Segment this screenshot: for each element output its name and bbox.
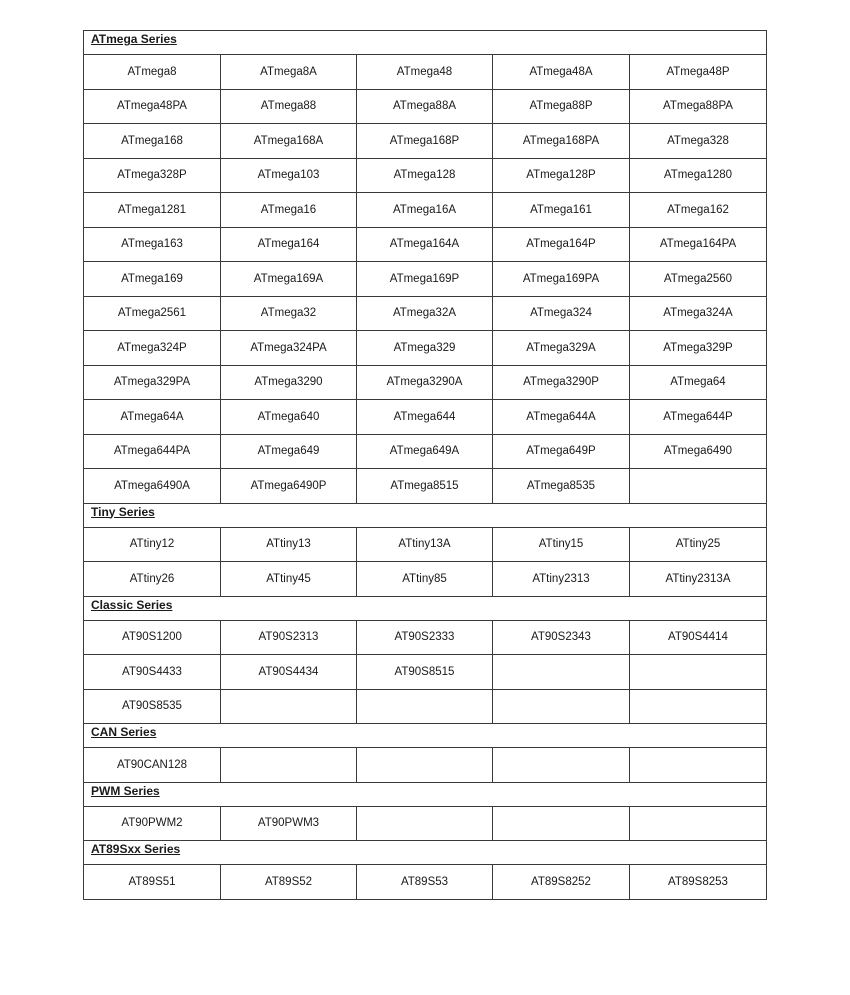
section-title: CAN Series	[84, 724, 767, 748]
device-row	[84, 400, 767, 435]
device-cell: ATmega644P	[630, 400, 767, 435]
device-cell: ATmega168	[84, 124, 221, 159]
device-cell: ATtiny2313	[493, 562, 630, 597]
device-cell: ATmega6490	[630, 434, 767, 469]
empty-cell	[493, 689, 630, 724]
section-title: ATmega Series	[84, 31, 767, 55]
device-row	[84, 748, 767, 783]
device-cell: ATmega48PA	[84, 89, 221, 124]
device-row	[84, 262, 767, 297]
device-cell: ATmega640	[221, 400, 357, 435]
device-cell: ATtiny45	[221, 562, 357, 597]
device-cell: ATmega16A	[357, 193, 493, 228]
device-cell: ATmega324PA	[221, 331, 357, 366]
device-cell: ATmega164A	[357, 227, 493, 262]
device-cell: ATmega644PA	[84, 434, 221, 469]
device-cell: ATmega329	[357, 331, 493, 366]
device-cell: ATmega128P	[493, 158, 630, 193]
device-cell: ATmega32A	[357, 296, 493, 331]
device-cell: ATmega3290P	[493, 365, 630, 400]
empty-cell	[493, 655, 630, 690]
device-cell: ATmega162	[630, 193, 767, 228]
device-row	[84, 469, 767, 504]
section-header-row	[84, 782, 767, 806]
device-row	[84, 227, 767, 262]
section-header-row	[84, 841, 767, 865]
device-cell: ATmega103	[221, 158, 357, 193]
device-cell: ATmega644A	[493, 400, 630, 435]
device-cell: ATmega164PA	[630, 227, 767, 262]
device-cell: ATmega169	[84, 262, 221, 297]
device-cell: ATmega6490P	[221, 469, 357, 504]
empty-cell	[357, 806, 493, 841]
device-cell: ATmega644	[357, 400, 493, 435]
device-cell: ATmega649A	[357, 434, 493, 469]
device-row	[84, 806, 767, 841]
empty-cell	[630, 689, 767, 724]
device-cell: AT90S4433	[84, 655, 221, 690]
device-cell: AT90S8515	[357, 655, 493, 690]
empty-cell	[357, 689, 493, 724]
device-row	[84, 296, 767, 331]
device-cell: AT89S51	[84, 865, 221, 900]
device-cell: AT89S8252	[493, 865, 630, 900]
device-row	[84, 158, 767, 193]
device-cell: AT89S52	[221, 865, 357, 900]
device-cell: ATtiny13A	[357, 527, 493, 562]
device-cell: ATtiny12	[84, 527, 221, 562]
device-cell: ATmega48	[357, 55, 493, 90]
device-cell: ATtiny25	[630, 527, 767, 562]
device-cell: ATmega88A	[357, 89, 493, 124]
device-cell: ATmega3290	[221, 365, 357, 400]
section-title: Tiny Series	[84, 503, 767, 527]
device-cell: ATmega324	[493, 296, 630, 331]
device-cell: ATmega8A	[221, 55, 357, 90]
device-cell: ATmega163	[84, 227, 221, 262]
section-title: Classic Series	[84, 596, 767, 620]
device-cell: ATmega324A	[630, 296, 767, 331]
section-header-row	[84, 724, 767, 748]
device-cell: ATmega64A	[84, 400, 221, 435]
device-cell: AT90S2313	[221, 620, 357, 655]
device-cell: ATmega649P	[493, 434, 630, 469]
device-cell: ATmega164P	[493, 227, 630, 262]
device-cell: AT90PWM2	[84, 806, 221, 841]
device-row	[84, 55, 767, 90]
device-cell: ATmega328	[630, 124, 767, 159]
device-cell: ATmega328P	[84, 158, 221, 193]
device-row	[84, 124, 767, 159]
device-row	[84, 562, 767, 597]
device-cell: ATmega8515	[357, 469, 493, 504]
device-row	[84, 89, 767, 124]
device-row	[84, 527, 767, 562]
device-cell: ATmega2561	[84, 296, 221, 331]
device-row	[84, 331, 767, 366]
device-cell: AT90S2333	[357, 620, 493, 655]
device-row	[84, 689, 767, 724]
section-header-row	[84, 596, 767, 620]
empty-cell	[221, 748, 357, 783]
device-cell: ATtiny85	[357, 562, 493, 597]
device-cell: ATmega329A	[493, 331, 630, 366]
empty-cell	[630, 655, 767, 690]
device-cell: ATmega1280	[630, 158, 767, 193]
empty-cell	[221, 689, 357, 724]
device-cell: AT90S4434	[221, 655, 357, 690]
device-row	[84, 193, 767, 228]
device-cell: ATmega169A	[221, 262, 357, 297]
device-list-document	[83, 30, 766, 900]
empty-cell	[357, 748, 493, 783]
device-cell: ATmega168P	[357, 124, 493, 159]
device-cell: ATmega164	[221, 227, 357, 262]
device-cell: AT90S4414	[630, 620, 767, 655]
device-cell: ATtiny2313A	[630, 562, 767, 597]
device-table-body	[84, 31, 767, 900]
device-cell: ATmega88PA	[630, 89, 767, 124]
device-cell: AT89S53	[357, 865, 493, 900]
empty-cell	[630, 806, 767, 841]
section-title: PWM Series	[84, 782, 767, 806]
device-row	[84, 655, 767, 690]
device-cell: ATmega6490A	[84, 469, 221, 504]
device-cell: ATmega1281	[84, 193, 221, 228]
device-cell: ATmega161	[493, 193, 630, 228]
device-cell: ATmega88	[221, 89, 357, 124]
empty-cell	[493, 748, 630, 783]
device-cell: ATmega329P	[630, 331, 767, 366]
section-header-row	[84, 503, 767, 527]
device-cell: ATmega32	[221, 296, 357, 331]
device-cell: ATmega168PA	[493, 124, 630, 159]
section-title: AT89Sxx Series	[84, 841, 767, 865]
device-cell: ATtiny26	[84, 562, 221, 597]
device-row	[84, 365, 767, 400]
device-table	[83, 30, 767, 900]
device-cell: ATmega649	[221, 434, 357, 469]
section-header-row	[84, 31, 767, 55]
device-cell: ATmega88P	[493, 89, 630, 124]
device-cell: ATmega168A	[221, 124, 357, 159]
device-cell: ATmega64	[630, 365, 767, 400]
device-cell: ATtiny15	[493, 527, 630, 562]
device-cell: AT90S1200	[84, 620, 221, 655]
device-cell: ATmega16	[221, 193, 357, 228]
device-cell: ATmega48A	[493, 55, 630, 90]
device-cell: AT90CAN128	[84, 748, 221, 783]
device-row	[84, 865, 767, 900]
empty-cell	[493, 806, 630, 841]
device-cell: ATmega128	[357, 158, 493, 193]
device-row	[84, 620, 767, 655]
device-cell: ATmega169P	[357, 262, 493, 297]
device-cell: ATmega8535	[493, 469, 630, 504]
device-row	[84, 434, 767, 469]
device-cell: AT90S8535	[84, 689, 221, 724]
device-cell: ATtiny13	[221, 527, 357, 562]
device-cell: ATmega8	[84, 55, 221, 90]
device-cell: ATmega3290A	[357, 365, 493, 400]
device-cell: ATmega48P	[630, 55, 767, 90]
device-cell: ATmega2560	[630, 262, 767, 297]
empty-cell	[630, 469, 767, 504]
device-cell: AT89S8253	[630, 865, 767, 900]
device-cell: ATmega169PA	[493, 262, 630, 297]
device-cell: AT90PWM3	[221, 806, 357, 841]
device-cell: AT90S2343	[493, 620, 630, 655]
device-cell: ATmega329PA	[84, 365, 221, 400]
device-cell: ATmega324P	[84, 331, 221, 366]
empty-cell	[630, 748, 767, 783]
